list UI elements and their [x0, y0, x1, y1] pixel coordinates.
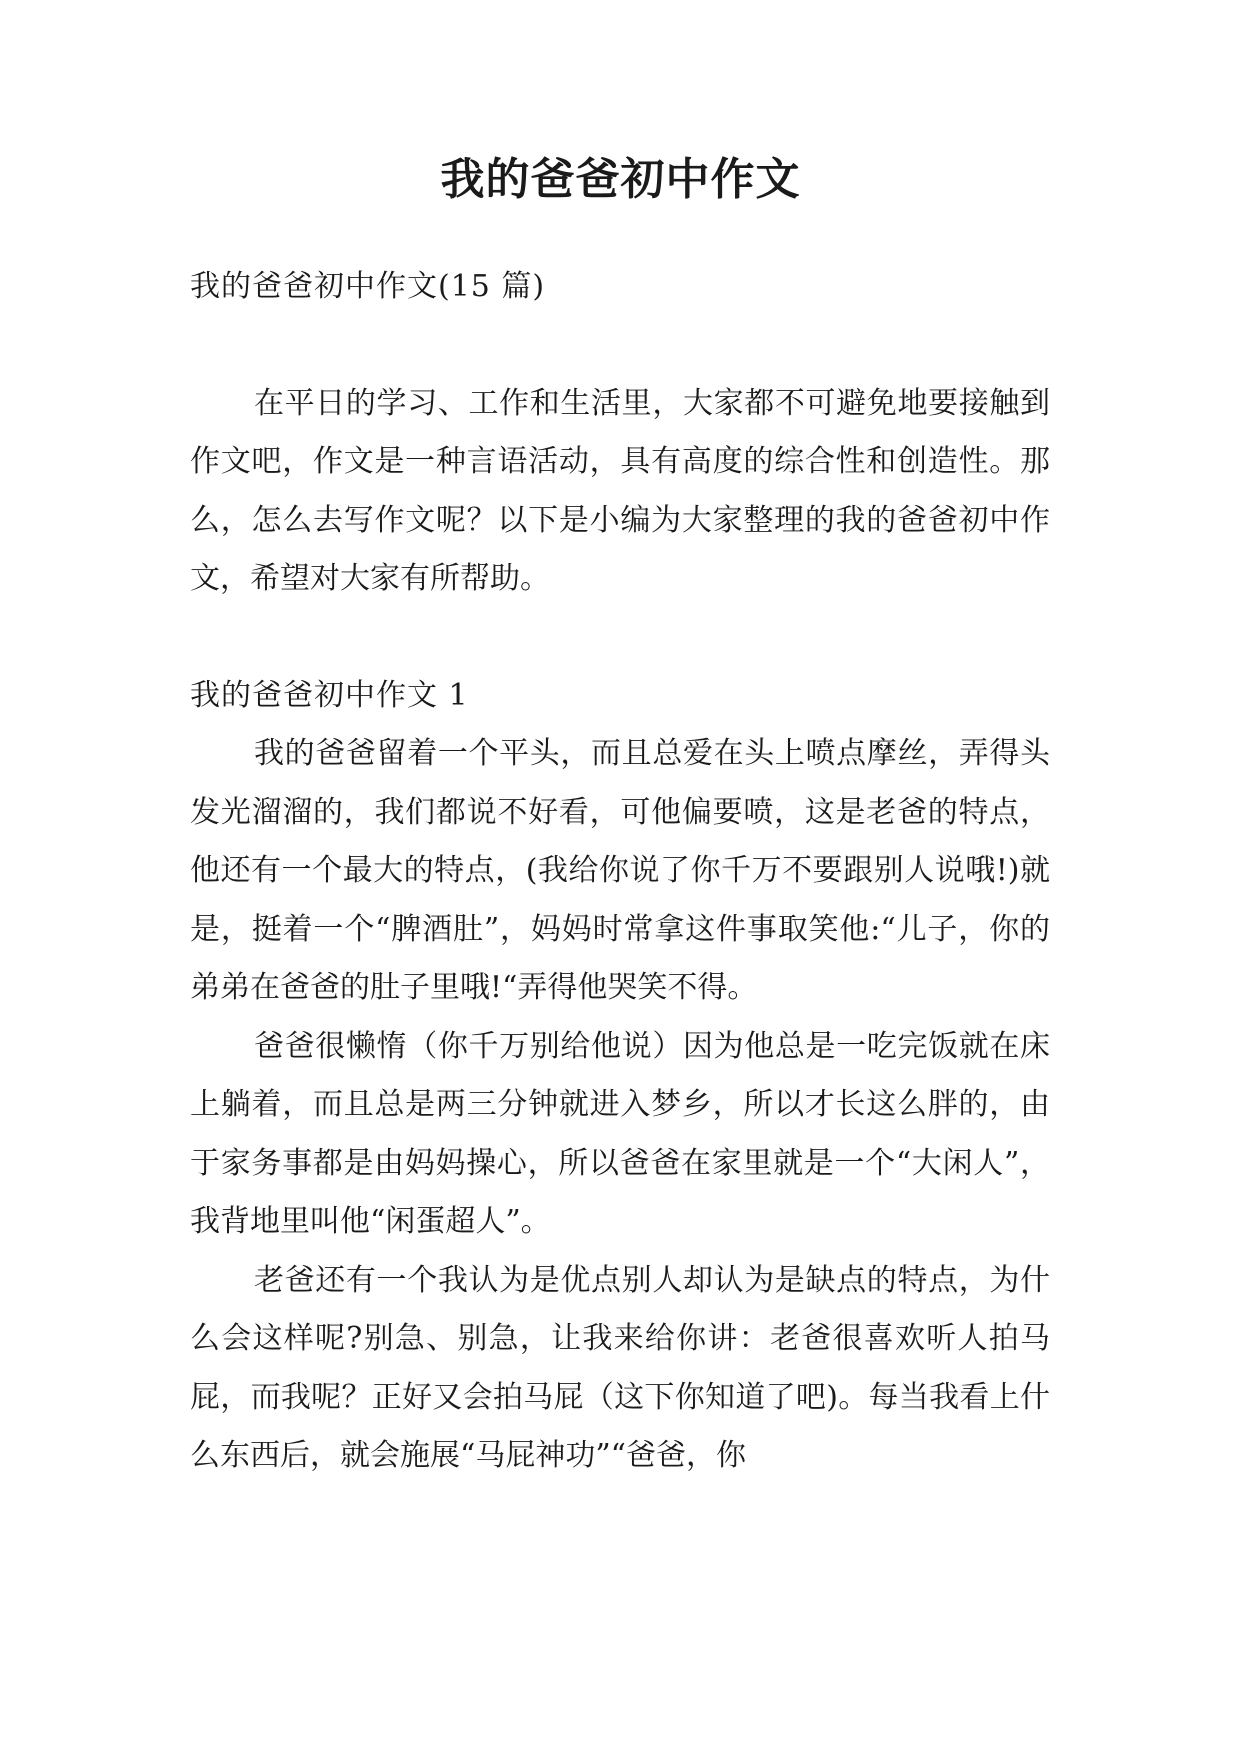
document-subtitle: 我的爸爸初中作文(15 篇) [190, 269, 546, 304]
spacer [190, 317, 1050, 375]
section-heading: 我的爸爸初中作文 1 [190, 677, 469, 713]
body-paragraph: 老爸还有一个我认为是优点别人却认为是缺点的特点，为什么会这样呢?别急、别急，让我来给你讲：老爸很喜欢听人拍马屁，而我呢？正好又会拍马屁（这下你知道了吧)。每当我看上什么东西后，就会施展“马屁神功”“爸爸，你 [190, 1262, 1050, 1473]
intro-paragraph: 在平日的学习、工作和生活里，大家都不可避免地要接触到作文吧，作文是一种言语活动，具有高度的综合性和创造性。那么，怎么去写作文呢？以下是小编为大家整理的我的爸爸初中作文，希望对大家有所帮助。 [190, 385, 1050, 596]
document-body [190, 258, 1050, 1486]
spacer [190, 609, 1050, 667]
body-paragraph: 爸爸很懒惰（你千万别给他说）因为他总是一吃完饭就在床上躺着，而且总是两三分钟就进入梦乡，所以才长这么胖的，由于家务事都是由妈妈操心，所以爸爸在家里就是一个“大闲人”，我背地里叫他“闲蛋超人”。 [190, 1028, 1050, 1239]
document-title: 我的爸爸初中作文 [440, 154, 801, 205]
body-paragraph: 我的爸爸留着一个平头，而且总爱在头上喷点摩丝，弄得头发光溜溜的，我们都说不好看，可他偏要喷，这是老爸的特点，他还有一个最大的特点，(我给你说了你千万不要跟别人说哦!)就是，挺着一个“脾酒肚”，妈妈时常拿这件事取笑他:“儿子，你的弟弟在爸爸的肚子里哦!“弄得他哭笑不得。 [190, 736, 1050, 1005]
